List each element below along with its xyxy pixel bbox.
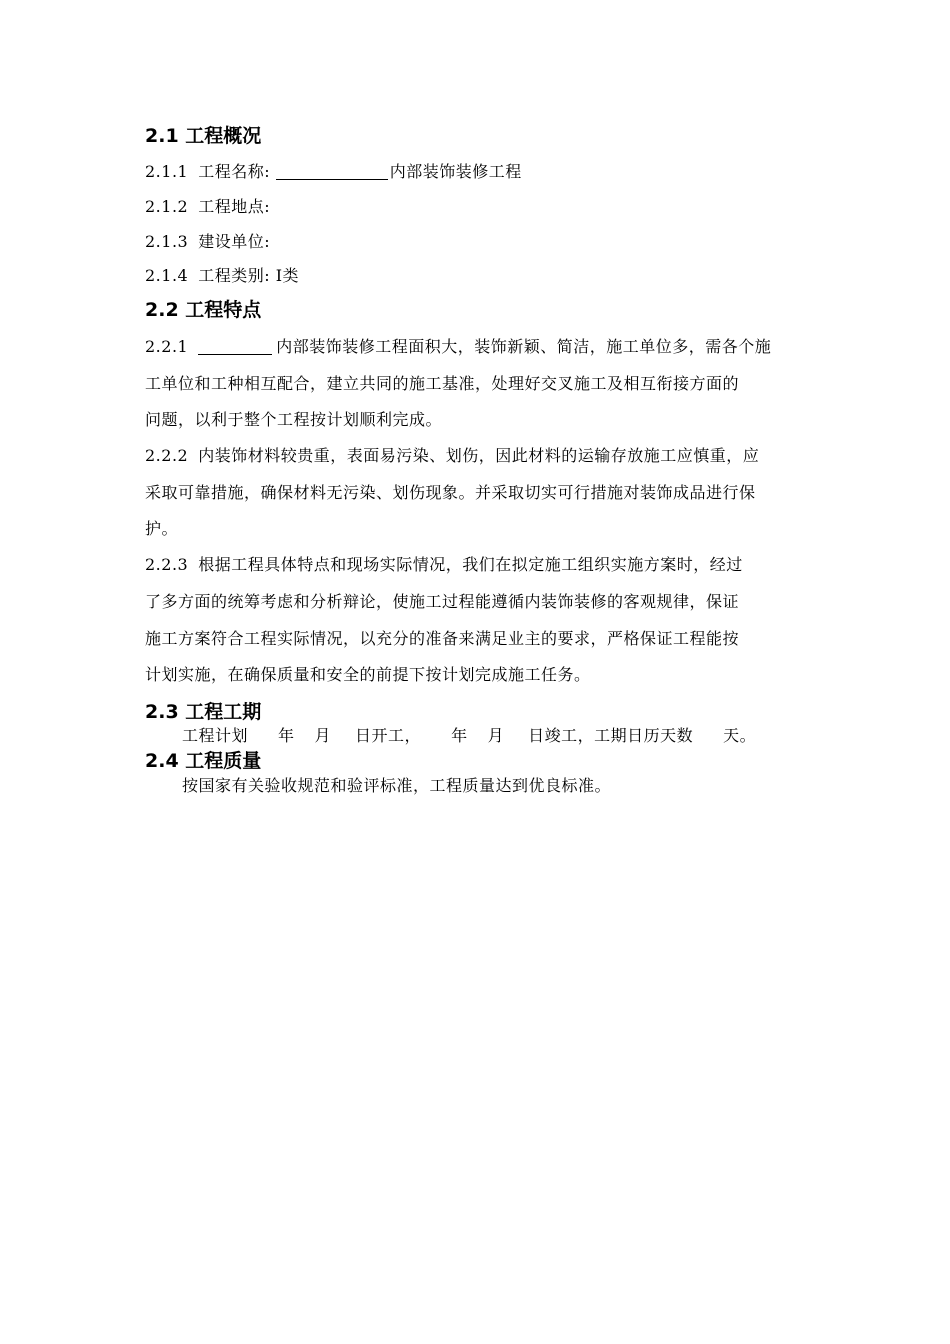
quality-text: 按国家有关验收规范和验评标准，工程质量达到优良标准。: [182, 776, 612, 795]
item-number: 2.1.4: [145, 266, 189, 285]
para-2-2-3-line-4: 计划实施，在确保质量和安全的前提下按计划完成施工任务。: [145, 665, 591, 684]
para-text: 根据工程具体特点和现场实际情况，我们在拟定施工组织实施方案时，经过: [198, 555, 743, 574]
item-number: 2.2.3: [145, 555, 189, 574]
schedule-line: [182, 725, 756, 747]
item-label: 工程名称:: [198, 162, 271, 181]
para-2-2-2-line-2: 采取可靠措施，确保材料无污染、划伤现象。并采取切实可行措施对装饰成品进行保: [145, 483, 756, 502]
item-number: 2.2.1: [145, 337, 189, 356]
para-2-2-3-line-1: [145, 554, 743, 576]
start-year-unit: 年: [278, 726, 295, 745]
para-2-2-1-line-2: 工单位和工种相互配合，建立共同的施工基准，处理好交叉施工及相互衔接方面的: [145, 374, 740, 393]
section-heading-2-3: 2.3 工程工期: [145, 701, 262, 723]
para-2-2-1-line-3: 问题，以利于整个工程按计划顺利完成。: [145, 410, 443, 429]
para-2-2-3-line-2: 了多方面的统筹考虑和分析辩论，使施工过程能遵循内装饰装修的客观规律，保证: [145, 592, 740, 611]
item-2-1-2: [145, 196, 270, 218]
item-2-1-4: [145, 265, 299, 287]
item-2-1-3: [145, 231, 270, 253]
item-number: 2.2.2: [145, 446, 189, 465]
section-heading-2-4: 2.4 工程质量: [145, 750, 262, 772]
end-month-unit: 月: [487, 726, 505, 745]
section-heading-2-2: 2.2 工程特点: [145, 299, 262, 321]
para-2-2-3-line-3: 施工方案符合工程实际情况，以充分的准备来满足业主的要求，严格保证工程能按: [145, 629, 740, 648]
schedule-label: 工程计划: [182, 726, 249, 745]
project-name-blank: [276, 163, 388, 180]
item-label: 建设单位:: [198, 232, 271, 251]
para-text: 内装饰材料较贵重，表面易污染、划伤，因此材料的运输存放施工应慎重，应: [198, 446, 760, 465]
item-number: 2.1.1: [145, 162, 189, 181]
para-2-2-2-line-1: [145, 445, 759, 467]
end-text: 日竣工，工期日历天数: [528, 726, 694, 745]
item-2-1-1: [145, 161, 522, 183]
item-number: 2.1.2: [145, 197, 189, 216]
para-2-2-1-line-1: [145, 336, 771, 358]
para-2-2-2-line-3: 护。: [145, 519, 179, 538]
days-text: 天。: [723, 726, 757, 745]
project-name-blank: [198, 338, 272, 355]
item-label: 工程地点:: [198, 197, 271, 216]
start-text: 日开工，: [355, 726, 422, 745]
project-name-suffix: 内部装饰装修工程: [389, 162, 522, 181]
project-category-value: Ⅰ类: [275, 266, 300, 285]
item-label: 工程类别:: [198, 266, 271, 285]
item-number: 2.1.3: [145, 232, 189, 251]
section-heading-2-1: 2.1 工程概况: [145, 125, 262, 147]
start-month-unit: 月: [314, 726, 332, 745]
end-year-unit: 年: [451, 726, 468, 745]
para-text: 内部装饰装修工程面积大，装饰新颖、简洁，施工单位多，需各个施: [276, 337, 772, 356]
